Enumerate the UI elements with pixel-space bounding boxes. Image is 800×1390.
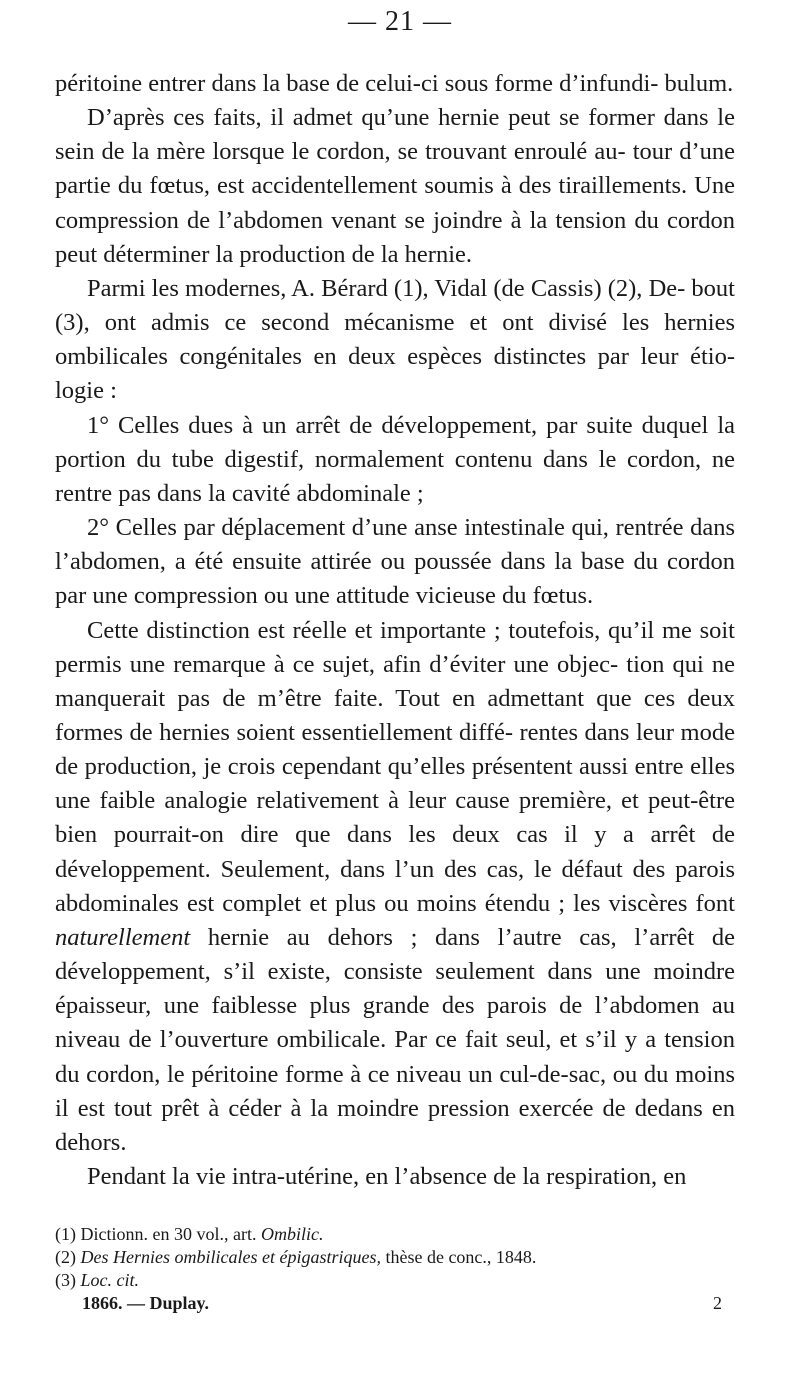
paragraph: D’après ces faits, il admet qu’une hernie peut se former dans le sein de la mère lorsque le cordon, se trouvant enroulé au- tour d’une partie du fœtus, est accidentellement soumis à des tiraillements. Une compression de l’abdomen venant se joindre à la tension du cordon peut déterminer la production de la hernie. bbox=[55, 104, 735, 268]
body-text bbox=[55, 67, 735, 1194]
footnote-number: (3) bbox=[55, 1270, 76, 1290]
footnote-title: Loc. cit. bbox=[80, 1270, 139, 1290]
paragraph: 1° Celles dues à un arrêt de développement, par suite duquel la portion du tube digestif, normalement contenu dans le cordon, ne rentre pas dans la cavité abdominale ; bbox=[55, 411, 735, 507]
paragraph: Parmi les modernes, A. Bérard (1), Vidal (de Cassis) (2), De- bout (3), ont admis ce second mécanisme et ont divisé les hernies ombilicales congénitales en deux espèces distinctes par leur étio- logie : bbox=[55, 274, 735, 405]
paragraph bbox=[55, 614, 735, 1161]
footnote-number: (1) bbox=[55, 1224, 76, 1244]
footnote bbox=[55, 1269, 735, 1292]
footnote-title: Ombilic. bbox=[260, 1224, 324, 1244]
paragraph: péritoine entrer dans la base de celui-ci sous forme d’infundi- bulum. bbox=[55, 70, 734, 97]
footnote-number: (2) bbox=[55, 1247, 76, 1267]
footnote-title: Des Hernies ombilicales et épigastriques, bbox=[80, 1247, 381, 1267]
paragraph-text: hernie au dehors ; dans l’autre cas, l’arrêt de développement, s’il existe, consiste seulement dans une moindre épaisseur, une faiblesse plus grande des parois de l’abdomen au niveau de l’ouverture ombilicale. Par ce fait seul, et s’il y a tension du cordon, le péritoine forme à ce niveau un cul-de-sac, ou du moins il est tout prêt à céder à la moindre pression exercée de dedans en dehors. bbox=[55, 923, 736, 1156]
printer-signature bbox=[82, 1292, 722, 1315]
footnote bbox=[55, 1246, 735, 1269]
signature-sheet-number: 2 bbox=[713, 1293, 722, 1313]
signature-text: 1866. — Duplay. bbox=[82, 1293, 210, 1313]
footnote bbox=[55, 1223, 735, 1246]
emphasis-word: naturellement bbox=[55, 923, 191, 951]
footnote-text: Dictionn. en 30 vol., art. bbox=[80, 1224, 257, 1244]
footnote-text: thèse de conc., 1848. bbox=[385, 1247, 537, 1267]
page-number: — 21 — bbox=[348, 6, 452, 37]
paragraph: Pendant la vie intra-utérine, en l’absence de la respiration, en bbox=[87, 1163, 687, 1190]
footnotes bbox=[55, 1223, 735, 1292]
paragraph: 2° Celles par déplacement d’une anse intestinale qui, rentrée dans l’abdomen, a été ensuite attirée ou poussée dans la base du cordon par une compression ou une attitude vicieuse du fœtus. bbox=[55, 514, 735, 610]
paragraph-text: Cette distinction est réelle et importante ; toutefois, qu’il me soit permis une remarque à ce sujet, afin d’éviter une objec- tion qui ne manquerait pas de m’être faite. Tout en admettant que ces deux formes de hernies soient essentiellement diffé- rentes dans leur mode de production, je crois cependant qu’elles présentent aussi entre elles une faible analogie relativement à leur cause première, et peut-être bien pourrait-on dire que dans les deux cas il y a arrêt de développement. Seulement, dans l’un des cas, le défaut des parois abdominales est complet et plus ou moins étendu ; les viscères font bbox=[55, 616, 735, 917]
